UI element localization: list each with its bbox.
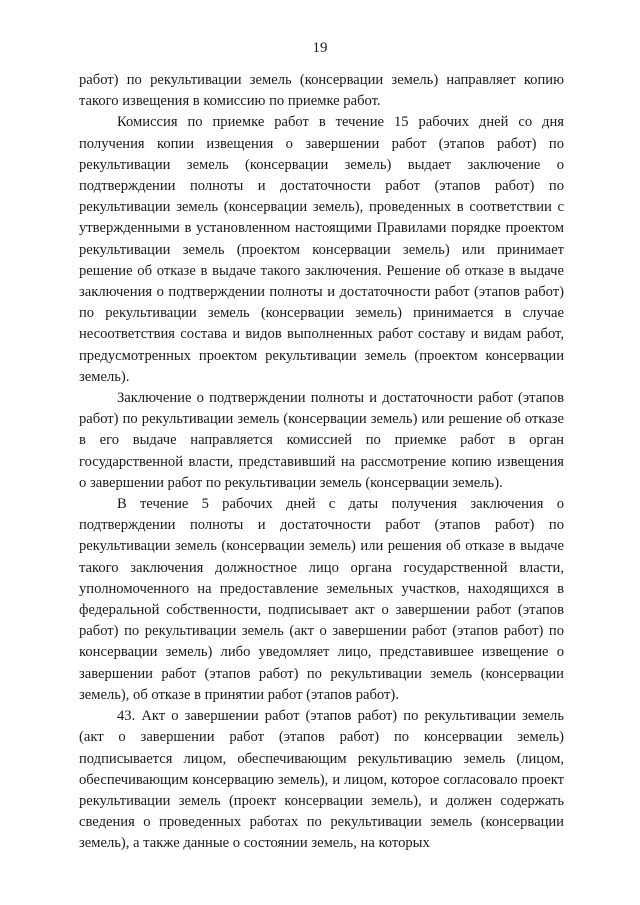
paragraph-commission-review: Комиссия по приемке работ в течение 15 рабочих дней со дня получения копии извещения о завершении работ (этапов работ) по рекультивации земель (консервации земель) выдает заключение о подтверждении полноты и достаточности работ (этапов работ) по рекультивации земель (консервации земель), проведенных в соответствии с утвержденными в установленном настоящими Правилами порядке проектом рекультивации земель (проектом консервации земель) или принимает решение об отказе в выдаче такого заключения. Решение об отказе в выдаче заключения о подтверждении полноты и достаточности работ (этапов работ) по рекультивации земель (консервации земель) принимается в случае несоответствия состава и видов выполненных работ составу и видам работ, предусмотренных проектом рекультивации земель (проектом консервации земель).	[79, 114, 564, 385]
paragraph-item-43: 43. Акт о завершении работ (этапов работ) по рекультивации земель (акт о завершении работ (этапов работ) по консервации земель) подписывается лицом, обеспечивающим рекультивацию земель (лицом, обеспечивающим консервацию земель), и лицом, которое согласовало проект рекультивации земель (проект консервации земель), и должен содержать сведения о проведенных работах по рекультивации земель (консервации земель), а также данные о состоянии земель, на которых	[79, 708, 564, 852]
document-body	[79, 70, 564, 855]
paragraph-conclusion-sending: Заключение о подтверждении полноты и достаточности работ (этапов работ) по рекультивации земель (консервации земель) или решение об отказе в его выдаче направляется комиссией по приемке работ в орган государственной власти, представивший на рассмотрение копию извещения о завершении работ по рекультивации земель (консервации земель).	[79, 390, 564, 491]
page-number: 19	[312, 40, 328, 56]
paragraph-continuation: работ) по рекультивации земель (консервации земель) направляет копию такого извещения в комиссию по приемке работ.	[79, 72, 564, 110]
paragraph-act-signing: В течение 5 рабочих дней с даты получения заключения о подтверждении полноты и достаточности работ (этапов работ) по рекультивации земель (консервации земель) или решения об отказе в выдаче такого заключения должностное лицо органа государственной власти, уполномоченного на предоставление земельных участков, находящихся в федеральной собственности, подписывает акт о завершении работ (этапов работ) по рекультивации земель (акт о завершении работ (этапов работ) по консервации земель) либо уведомляет лицо, представившее извещение о завершении работ (этапов работ) по рекультивации земель (консервации земель), об отказе в принятии работ (этапов работ).	[79, 496, 564, 703]
